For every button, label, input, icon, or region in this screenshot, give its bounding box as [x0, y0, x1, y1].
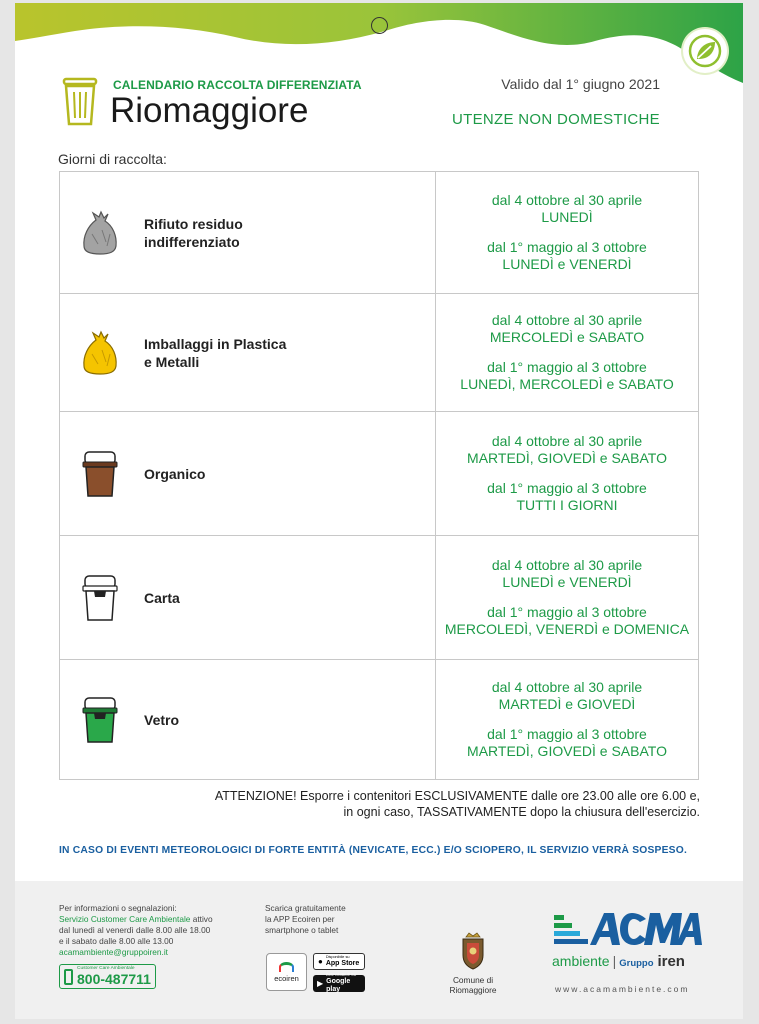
comune-label [430, 975, 516, 995]
waste-type-name: Organico [144, 465, 206, 482]
phone-caption: Customer Care Ambientale [77, 966, 135, 971]
brand-line: ambiente | Gruppo iren [552, 953, 685, 970]
brand-gruppo: Gruppo [619, 958, 654, 969]
app-text-line-3: smartphone o tablet [265, 925, 339, 935]
app-download-text [265, 903, 346, 936]
comune-line-1: Comune di [452, 975, 494, 985]
winter-period: dal 4 ottobre al 30 aprile [491, 433, 643, 449]
info-intro: Per informazioni o segnalazioni: [59, 903, 177, 913]
service-hours-weekdays: dal lunedì al venerdì dalle 8.00 alle 18.00 [59, 925, 211, 935]
appstore-big: App Store [325, 959, 360, 967]
comune-line-2: Riomaggiore [449, 985, 497, 995]
winter-period: dal 4 ottobre al 30 aprile [491, 557, 643, 573]
winter-period: dal 4 ottobre al 30 aprile [491, 192, 643, 208]
waste-type-name: Vetro [144, 711, 180, 728]
phone-icon [64, 969, 73, 985]
summer-days: MERCOLEDÌ, VENERDÌ e DOMENICA [444, 621, 690, 637]
winter-days: LUNEDÌ e VENERDÌ [502, 574, 632, 590]
winter-days: MERCOLEDÌ e SABATO [489, 329, 645, 345]
winter-days: MARTEDÌ e GIOVEDÌ [498, 696, 636, 712]
waste-type-name: Imballaggi in Plastica e Metalli [144, 335, 287, 370]
page-title: Riomaggiore [110, 91, 309, 130]
winter-period: dal 4 ottobre al 30 aprile [491, 679, 643, 695]
summer-period: dal 1° maggio al 3 ottobre [487, 359, 647, 375]
eco-leaf-icon [683, 29, 727, 73]
google-play-badge[interactable] [313, 975, 365, 992]
punch-hole [371, 17, 388, 34]
valid-from: Valido dal 1° giugno 2021 [501, 76, 660, 92]
waste-type-cell [60, 172, 436, 294]
winter-days: LUNEDÌ [541, 209, 593, 225]
schedule-cell [436, 412, 699, 536]
phone-badge[interactable] [59, 964, 156, 989]
table-row [60, 294, 699, 412]
winter-period: dal 4 ottobre al 30 aprile [491, 312, 643, 328]
comune-crest-icon [458, 931, 488, 971]
table-row [60, 660, 699, 780]
ecoiren-label: ecoiren [274, 974, 299, 983]
app-text-line-1: Scarica gratuitamente [265, 903, 346, 913]
summer-period: dal 1° maggio al 3 ottobre [487, 604, 647, 620]
service-name: Servizio Customer Care Ambientale [59, 914, 191, 924]
winter-days: MARTEDÌ, GIOVEDÌ e SABATO [467, 450, 667, 466]
website-link[interactable]: www.acamambiente.com [555, 984, 690, 994]
waste-type-name: Rifiuto residuo indifferenziato [144, 215, 243, 250]
calendar-sheet [15, 3, 743, 1019]
appstore-small: Disponibile su [325, 955, 350, 960]
phone-number: 800-487711 [77, 971, 151, 987]
waste-type-cell [60, 412, 436, 536]
green-bin-icon [80, 695, 120, 745]
google-big: Google play [326, 977, 351, 993]
acam-logo [552, 909, 702, 951]
contact-info [59, 903, 213, 989]
brand-iren: iren [657, 953, 685, 970]
play-icon: ▶ [317, 979, 324, 988]
service-active: attivo [190, 914, 213, 924]
table-row [60, 172, 699, 294]
weather-strike-alert: IN CASO DI EVENTI METEOROLOGICI DI FORTE ENTITÀ (NEVICATE, ECC.) E/O SCIOPERO, IL SERVIZIO VERRÀ SOSPESO. [59, 845, 688, 856]
schedule-cell [436, 294, 699, 412]
white-bin-icon [80, 573, 120, 623]
attention-notice [215, 788, 700, 820]
waste-type-name: Carta [144, 589, 180, 606]
service-hours-saturday: e il sabato dalle 8.00 alle 13.00 [59, 936, 174, 946]
footer [15, 881, 743, 1019]
brand-ambiente: ambiente [552, 953, 610, 969]
contact-email[interactable]: acamambiente@gruppoiren.it [59, 947, 168, 957]
waste-bin-icon [59, 77, 101, 127]
waste-type-cell [60, 660, 436, 780]
summer-days: LUNEDÌ e VENERDÌ [502, 256, 632, 272]
table-row [60, 536, 699, 660]
app-text-line-2: la APP Ecoiren per [265, 914, 335, 924]
waste-type-cell [60, 536, 436, 660]
waste-type-cell [60, 294, 436, 412]
gray-bag-icon [80, 208, 120, 258]
apple-icon: ● [318, 957, 323, 966]
yellow-bag-icon [80, 328, 120, 378]
google-small: DISPONIBILE SU [326, 973, 357, 978]
ecoiren-app-icon[interactable] [266, 953, 307, 991]
app-store-badge[interactable] [313, 953, 365, 970]
attention-line-1: ATTENZIONE! Esporre i contenitori ESCLUSIVAMENTE dalle ore 23.00 alle ore 6.00 e, [214, 789, 700, 803]
summer-days: LUNEDÌ, MERCOLEDÌ e SABATO [460, 376, 674, 392]
user-type-label: UTENZE NON DOMESTICHE [452, 111, 660, 128]
collection-table [59, 171, 699, 780]
summer-period: dal 1° maggio al 3 ottobre [487, 480, 647, 496]
collection-days-label: Giorni di raccolta: [58, 151, 167, 167]
schedule-cell [436, 660, 699, 780]
attention-line-2: in ogni caso, TASSATIVAMENTE dopo la chiusura dell'esercizio. [343, 805, 700, 819]
summer-days: MARTEDÌ, GIOVEDÌ e SABATO [467, 743, 667, 759]
calendar-kicker: CALENDARIO RACCOLTA DIFFERENZIATA [113, 78, 362, 92]
summer-period: dal 1° maggio al 3 ottobre [487, 726, 647, 742]
summer-days: TUTTI I GIORNI [516, 497, 618, 513]
schedule-cell [436, 536, 699, 660]
brown-bin-icon [80, 449, 120, 499]
schedule-cell [436, 172, 699, 294]
summer-period: dal 1° maggio al 3 ottobre [487, 239, 647, 255]
table-row [60, 412, 699, 536]
